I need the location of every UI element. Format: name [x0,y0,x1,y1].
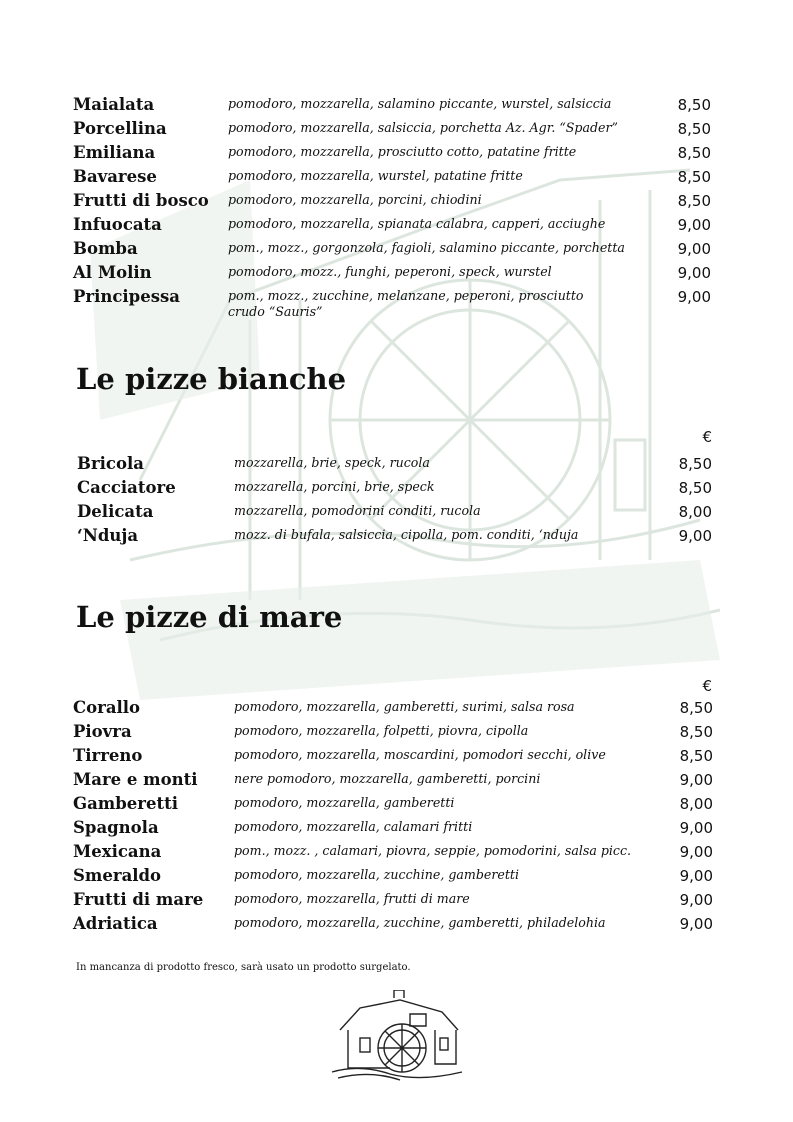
item-name: Mare e monti [73,770,198,789]
menu-item-adriatica [0,913,793,937]
menu-item-bomba [0,238,793,262]
item-ingredients: pomodoro, mozzarella, porcini, chiodini [228,192,482,207]
item-price: 8,50 [677,120,711,138]
menu-item-mexicana [0,841,793,865]
menu-item-maialata [0,94,793,118]
item-ingredients: pomodoro, mozzarella, salamino piccante, wurstel, salsiccia [228,96,612,111]
menu-item-smeraldo [0,865,793,889]
item-ingredients: pomodoro, mozzarella, salsiccia, porchetta Az. Agr. “Spader” [228,120,618,135]
bianche-currency: € [702,428,712,446]
mare-currency: € [702,677,712,695]
item-price: 9,00 [679,891,713,909]
item-price: 8,50 [677,192,711,210]
menu-item-al-molin [0,262,793,286]
item-name: Piovra [73,722,132,741]
menu-item-bricola [0,453,793,477]
menu-item-gamberetti [0,793,793,817]
item-name: Principessa [73,287,180,306]
menu-item-cacciatore [0,477,793,501]
item-ingredients: pom., mozz., gorgonzola, fagioli, salamino piccante, porchetta [228,240,625,255]
item-name: Bricola [77,454,144,473]
frozen-product-footnote: In mancanza di prodotto fresco, sarà usato un prodotto surgelato. [76,962,411,973]
item-name: Infuocata [73,215,162,234]
item-ingredients: mozzarella, pomodorini conditi, rucola [234,503,481,518]
menu-item-principessa [0,286,793,319]
item-ingredients: pomodoro, mozzarella, gamberetti [234,795,455,810]
item-name: Adriatica [73,914,158,933]
item-name: Tirreno [73,746,143,765]
item-price: 8,00 [679,795,713,813]
item-ingredients: pomodoro, mozzarella, wurstel, patatine fritte [228,168,523,183]
item-price: 8,50 [677,168,711,186]
item-price: 9,00 [677,288,711,306]
item-price: 8,00 [678,503,712,521]
menu-item-emiliana [0,142,793,166]
item-ingredients: pomodoro, mozzarella, calamari fritti [234,819,473,834]
item-ingredients: mozzarella, porcini, brie, speck [234,479,435,494]
menu-item-frutti-di-bosco [0,190,793,214]
item-ingredients: pomodoro, mozzarella, prosciutto cotto, patatine fritte [228,144,577,159]
item-price: 8,50 [677,144,711,162]
menu-item-tirreno [0,745,793,769]
item-name: Frutti di mare [73,890,204,909]
item-price: 9,00 [677,264,711,282]
watermill-logo-icon [330,990,465,1082]
item-ingredients: pomodoro, mozzarella, zucchine, gamberetti [234,867,519,882]
menu-item-porcellina [0,118,793,142]
item-name: Bomba [73,239,138,258]
item-name: Corallo [73,698,141,717]
item-name: Frutti di bosco [73,191,209,210]
item-ingredients: pomodoro, mozzarella, spianata calabra, capperi, acciughe [228,216,606,231]
menu-item-piovra [0,721,793,745]
item-price: 8,50 [678,455,712,473]
item-name: Mexicana [73,842,162,861]
item-price: 9,00 [679,867,713,885]
item-price: 9,00 [677,216,711,234]
item-ingredients: mozzarella, brie, speck, rucola [234,455,430,470]
item-price: 8,50 [677,96,711,114]
menu-item-corallo [0,697,793,721]
item-price: 9,00 [679,843,713,861]
item-name: Maialata [73,95,155,114]
menu-item-bavarese [0,166,793,190]
item-ingredients: nere pomodoro, mozzarella, gamberetti, porcini [234,771,541,786]
item-ingredients: pom., mozz., zucchine, melanzane, peperoni, prosciutto crudo “Sauris” [228,288,584,319]
item-name: Porcellina [73,119,167,138]
item-ingredients: pomodoro, mozzarella, moscardini, pomodori secchi, olive [234,747,606,762]
menu-item-infuocata [0,214,793,238]
item-ingredients: mozz. di bufala, salsiccia, cipolla, pom. conditi, ‘nduja [234,527,579,542]
item-name: Gamberetti [73,794,178,813]
item-name: Emiliana [73,143,156,162]
menu-item-delicata [0,501,793,525]
item-ingredients: pomodoro, mozzarella, frutti di mare [234,891,470,906]
item-price: 9,00 [677,240,711,258]
item-price: 9,00 [678,527,712,545]
item-price: 8,50 [679,723,713,741]
item-price: 8,50 [679,699,713,717]
item-name: ‘Nduja [77,526,139,545]
menu-item-frutti-di-mare [0,889,793,913]
bianche-heading: Le pizze bianche [76,362,347,396]
item-price: 8,50 [678,479,712,497]
menu-item-nduja [0,525,793,549]
item-price: 9,00 [679,819,713,837]
item-name: Spagnola [73,818,159,837]
item-name: Bavarese [73,167,157,186]
item-ingredients: pomodoro, mozzarella, zucchine, gamberetti, philadelohia [234,915,606,930]
item-name: Al Molin [73,263,152,282]
item-price: 8,50 [679,747,713,765]
menu-item-spagnola [0,817,793,841]
item-ingredients: pomodoro, mozzarella, folpetti, piovra, cipolla [234,723,529,738]
item-ingredients: pom., mozz. , calamari, piovra, seppie, pomodorini, salsa picc. [234,843,632,858]
item-name: Cacciatore [77,478,176,497]
item-name: Smeraldo [73,866,162,885]
mare-heading: Le pizze di mare [76,600,343,634]
item-price: 9,00 [679,771,713,789]
menu-item-mare-e-monti [0,769,793,793]
item-ingredients: pomodoro, mozzarella, gamberetti, surimi, salsa rosa [234,699,575,714]
item-name: Delicata [77,502,154,521]
item-price: 9,00 [679,915,713,933]
item-ingredients: pomodoro, mozz., funghi, peperoni, speck, wurstel [228,264,552,279]
